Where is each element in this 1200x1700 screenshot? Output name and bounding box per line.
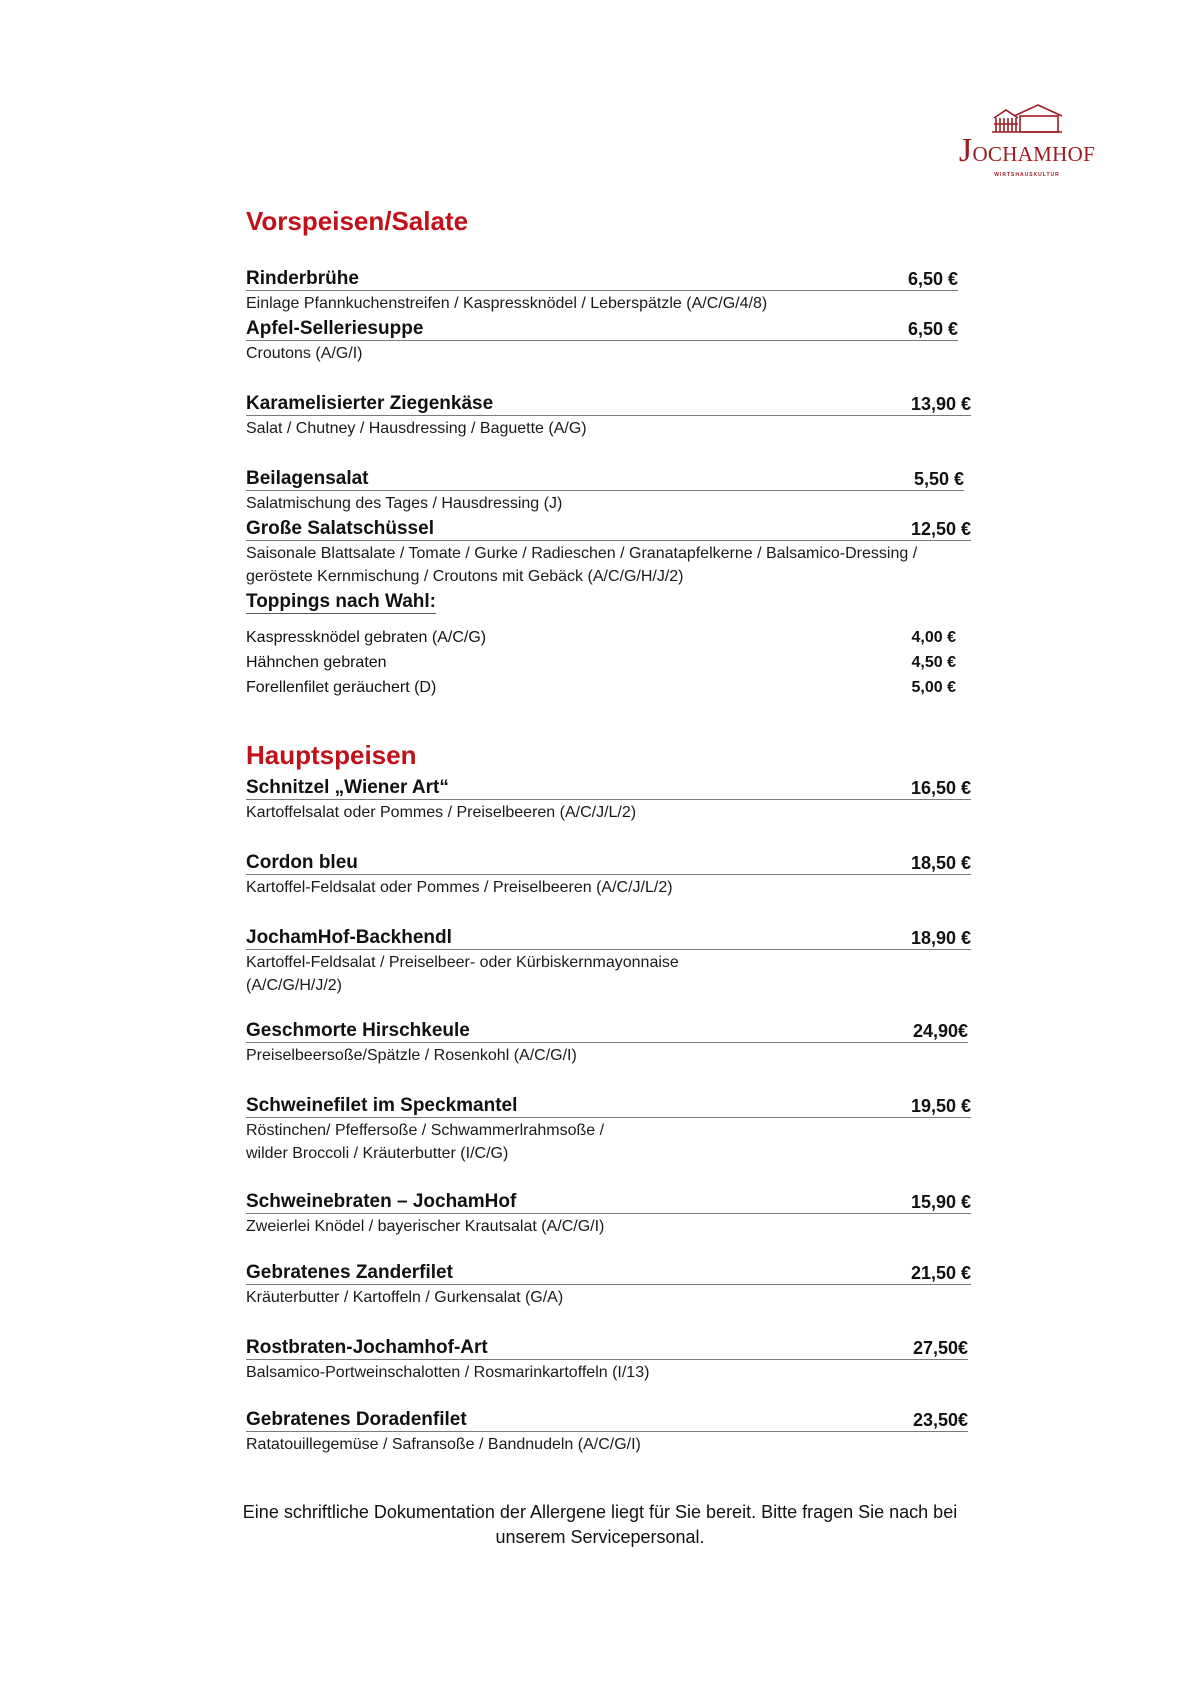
menu-item [246,850,971,899]
topping-item [246,652,956,674]
dish-price: 18,90 € [910,928,971,948]
topping-price: 5,00 € [911,679,956,696]
menu-item [246,1189,971,1238]
allergen-note [190,1500,1010,1550]
menu-item [246,391,971,440]
dish-description [246,1361,968,1384]
dish-price: 13,90 € [910,394,971,414]
dish-description-line: Kräuterbutter / Kartoffeln / Gurkensalat (G/A) [246,1289,564,1306]
menu-item [246,925,971,997]
dish-description [246,542,971,588]
dish-price: 16,50 € [910,778,971,798]
toppings-title: Toppings nach Wahl: [246,591,436,612]
dish-description [246,417,971,440]
dish-description [246,951,971,997]
dish-description-line: Salatmischung des Tages / Hausdressing (J) [246,495,563,512]
menu-item [246,1335,968,1384]
menu-item [246,1407,968,1456]
dish-name: Rinderbrühe [246,268,359,289]
topping-item [246,627,956,649]
dish-price: 21,50 € [910,1263,971,1283]
logo-wordmark [952,134,1102,171]
dish-description [246,1044,968,1067]
dish-description-line: Einlage Pfannkuchenstreifen / Kaspressknödel / Leberspätzle (A/C/G/4/8) [246,295,768,312]
dish-name: Beilagensalat [246,468,369,489]
dish-price: 19,50 € [910,1096,971,1116]
dish-name: Schnitzel „Wiener Art“ [246,777,449,798]
topping-name: Hähnchen gebraten [246,654,387,671]
dish-description [246,342,958,365]
dish-price: 23,50€ [912,1410,968,1430]
topping-item [246,677,956,699]
menu-item [246,516,971,588]
dish-description-line: Preiselbeersoße/Spätzle / Rosenkohl (A/C/G/I) [246,1047,577,1064]
dish-price: 6,50 € [907,269,958,289]
dish-description [246,1215,971,1238]
topping-price: 4,50 € [911,654,956,671]
dish-name: Schweinebraten – JochamHof [246,1191,517,1212]
dish-description-line: (A/C/G/H/J/2) [246,977,343,994]
dish-description-line: Röstinchen/ Pfeffersoße / Schwammerlrahmsoße / [246,1122,605,1139]
dish-description-line: Kartoffelsalat oder Pommes / Preiselbeeren (A/C/J/L/2) [246,804,637,821]
dish-description [246,876,971,899]
dish-description-line: Croutons (A/G/I) [246,345,363,362]
dish-description [246,1286,971,1309]
dish-price: 24,90€ [912,1021,968,1041]
dish-price: 18,50 € [910,853,971,873]
dish-description [246,492,964,515]
menu-item [246,775,971,824]
allergen-note-line: Eine schriftliche Dokumentation der Allergene liegt für Sie bereit. Bitte fragen Sie nach bei [242,1502,958,1522]
dish-description-line: Salat / Chutney / Hausdressing / Baguette (A/G) [246,420,587,437]
menu-item [246,316,958,365]
dish-name: Gebratenes Doradenfilet [246,1409,467,1430]
jochamhof-logo [952,104,1102,180]
topping-price: 4,00 € [911,629,956,646]
dish-name: Geschmorte Hirschkeule [246,1020,470,1041]
logo-initial: J [958,132,973,169]
dish-description-line: Saisonale Blattsalate / Tomate / Gurke / Radieschen / Granatapfelkerne / Balsamico-Dressing / [246,545,918,562]
topping-name: Kaspressknödel gebraten (A/C/G) [246,629,487,646]
allergen-note-line: unserem Servicepersonal. [495,1527,705,1547]
dish-description-line: Balsamico-Portweinschalotten / Rosmarinkartoffeln (I/13) [246,1364,650,1381]
dish-name: JochamHof-Backhendl [246,927,452,948]
dish-name: Karamelisierter Ziegenkäse [246,393,494,414]
menu-item [246,266,958,315]
dish-description-line: Zweierlei Knödel / bayerischer Krautsalat (A/C/G/I) [246,1218,605,1235]
dish-price: 6,50 € [907,319,958,339]
dish-name: Gebratenes Zanderfilet [246,1262,453,1283]
dish-name: Schweinefilet im Speckmantel [246,1095,518,1116]
menu-item [246,1093,971,1165]
dish-description-line: Ratatouillegemüse / Safransoße / Bandnudeln (A/C/G/I) [246,1436,641,1453]
dish-description [246,292,958,315]
dish-description [246,1433,968,1456]
dish-price: 12,50 € [910,519,971,539]
dish-description-line: geröstete Kernmischung / Croutons mit Gebäck (A/C/G/H/J/2) [246,568,684,585]
dish-name: Cordon bleu [246,852,358,873]
dish-name: Apfel-Selleriesuppe [246,318,424,339]
dish-name: Rostbraten-Jochamhof-Art [246,1337,488,1358]
logo-tagline: WIRTSHAUSKULTUR [994,172,1060,178]
dish-price: 5,50 € [913,469,964,489]
logo-name-rest: OCHAMHOF [972,142,1096,166]
dish-price: 27,50€ [912,1338,968,1358]
farmhouse-icon [992,104,1064,134]
menu-item [246,1018,968,1067]
menu-item [246,1260,971,1309]
dish-description [246,1119,971,1165]
menu-item [246,466,964,515]
dish-description [246,801,971,824]
dish-price: 15,90 € [910,1192,971,1212]
dish-description-line: wilder Broccoli / Kräuterbutter (I/C/G) [246,1145,509,1162]
section-title-starters: Vorspeisen/Salate [246,206,469,236]
topping-name: Forellenfilet geräuchert (D) [246,679,437,696]
dish-name: Große Salatschüssel [246,518,434,539]
dish-description-line: Kartoffel-Feldsalat oder Pommes / Preiselbeeren (A/C/J/L/2) [246,879,673,896]
section-title-mains: Hauptspeisen [246,740,417,770]
dish-description-line: Kartoffel-Feldsalat / Preiselbeer- oder Kürbiskernmayonnaise [246,954,679,971]
